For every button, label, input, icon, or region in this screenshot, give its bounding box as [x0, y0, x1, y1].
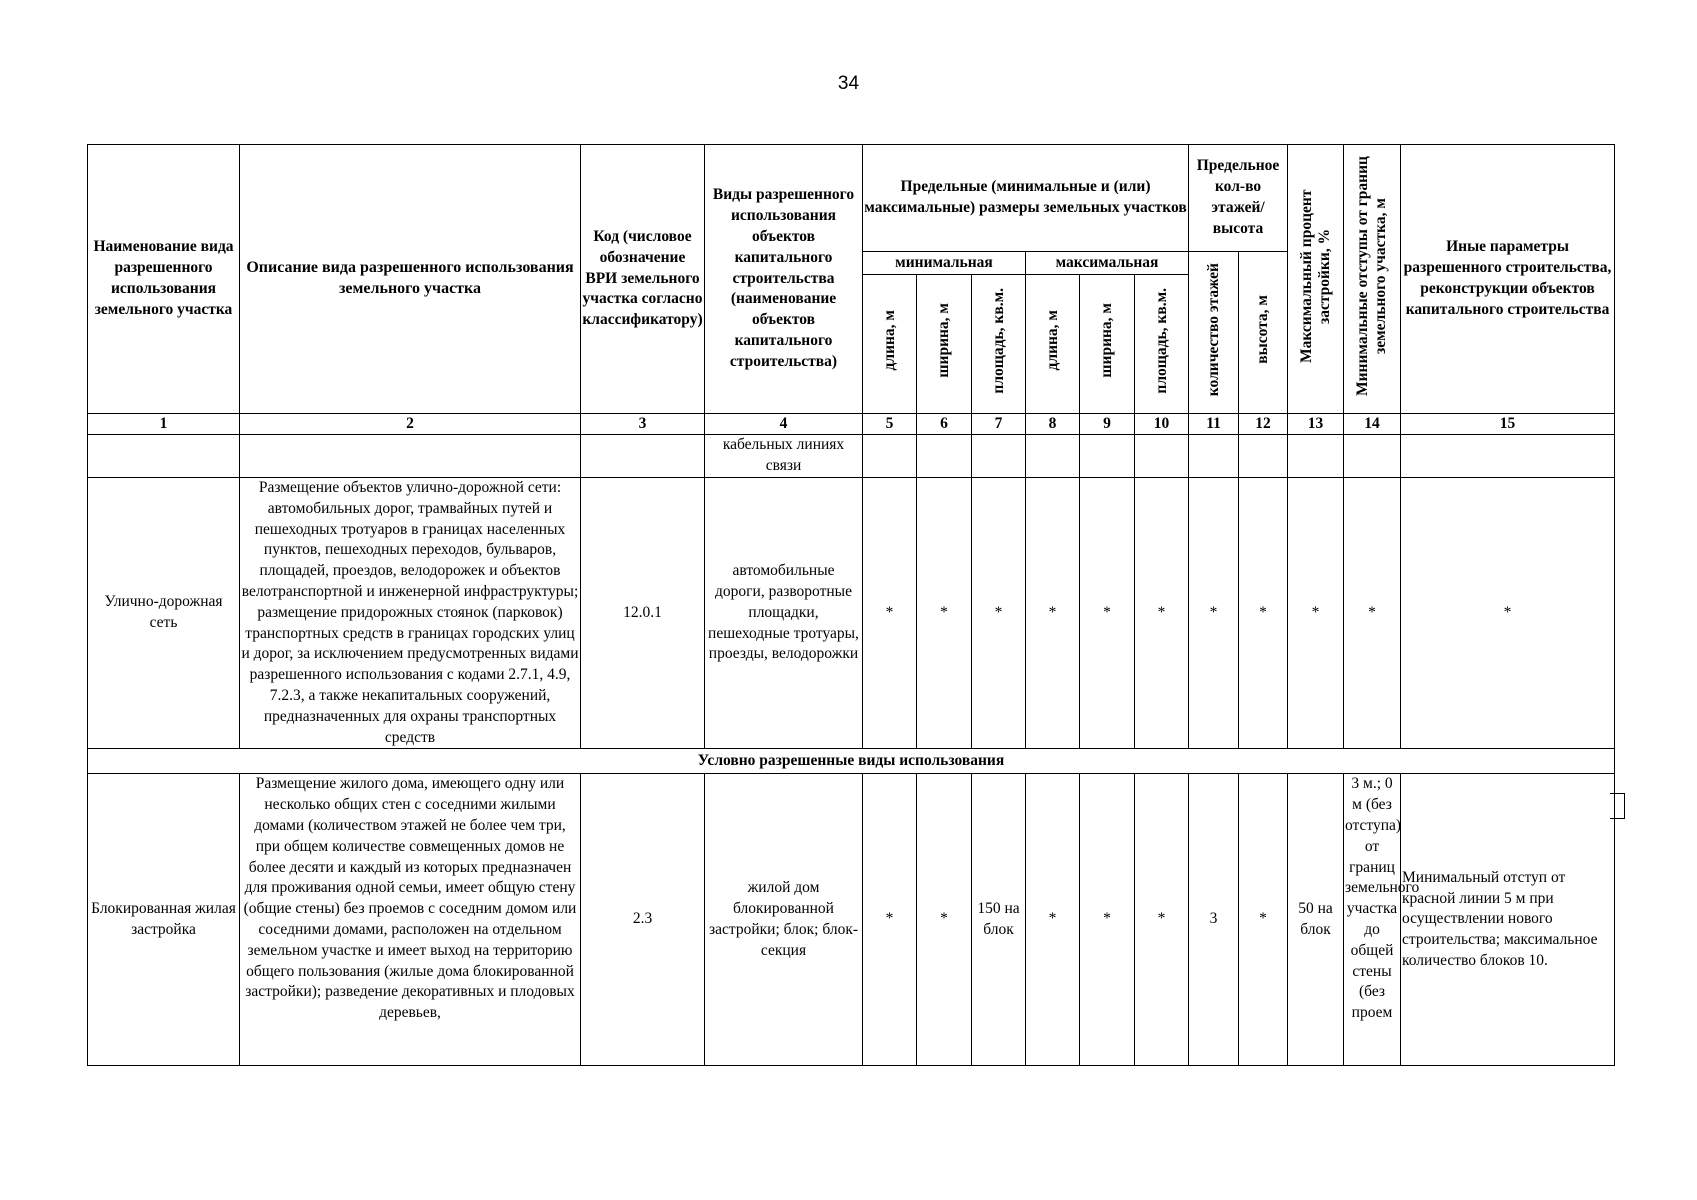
table-cell-oks-types: жилой дом блокированной застройки; блок; блок-секция	[705, 774, 863, 1066]
header-min-width	[917, 275, 972, 414]
table-cell	[1401, 435, 1615, 478]
col-number: 5	[863, 414, 917, 435]
col-number: 2	[240, 414, 581, 435]
table-cell: *	[1026, 774, 1080, 1066]
header-col-min-setbacks	[1344, 145, 1401, 414]
header-col11-label: количество этажей	[1204, 262, 1222, 396]
header-col6-label: ширина, м	[935, 303, 952, 378]
land-use-regulations-table	[87, 144, 1615, 1066]
table-cell: *	[863, 774, 917, 1066]
header-max-width	[1080, 275, 1135, 414]
header-group-max: максимальная	[1026, 252, 1189, 275]
col-number: 13	[1288, 414, 1344, 435]
col-number: 8	[1026, 414, 1080, 435]
table-cell	[240, 435, 581, 478]
col-number: 7	[972, 414, 1026, 435]
header-col13-label: Максимальный процент застройки, %	[1297, 188, 1333, 363]
header-col5-label: длина, м	[880, 310, 898, 371]
table-cell: *	[863, 478, 917, 749]
col-number: 4	[705, 414, 863, 435]
header-group-plot-sizes: Предельные (минимальные и (или) максимальные) размеры земельных участков	[863, 145, 1189, 252]
header-max-area	[1135, 275, 1189, 414]
table-cell-setbacks: 3 м.; 0 м (без отступа) от границ земельного участка до общей стены (без проем	[1344, 774, 1401, 1066]
table-cell-oks-types: кабельных линиях связи	[705, 435, 863, 478]
header-col-code: Код (числовое обозначение ВРИ земельного участка согласно классификатору)	[581, 145, 705, 414]
header-col9-label: ширина, м	[1098, 303, 1115, 378]
table-cell	[863, 435, 917, 478]
table-cell: *	[1189, 478, 1239, 749]
header-col-max-build-percent	[1288, 145, 1344, 414]
col-number: 6	[917, 414, 972, 435]
header-col-description: Описание вида разрешенного использования земельного участка	[240, 145, 581, 414]
table-cell: *	[1135, 774, 1189, 1066]
col-number: 11	[1189, 414, 1239, 435]
col-number: 3	[581, 414, 705, 435]
header-col-floors-count	[1189, 252, 1239, 414]
page-number: 34	[837, 73, 860, 94]
header-col7-label: площадь, кв.м.	[989, 287, 1007, 394]
section-row	[88, 749, 1615, 774]
col-number: 9	[1080, 414, 1135, 435]
col-number: 15	[1401, 414, 1615, 435]
table-cell	[88, 435, 240, 478]
table-cell	[1026, 435, 1080, 478]
section-title: Условно разрешенные виды использования	[88, 749, 1615, 774]
table-cell-name: Блокированная жилая застройка	[88, 774, 240, 1066]
column-number-row	[88, 414, 1615, 435]
section-row-overhang	[1610, 793, 1625, 819]
table-cell: *	[1344, 478, 1401, 749]
table-cell: *	[1239, 774, 1288, 1066]
header-max-length	[1026, 275, 1080, 414]
table-cell	[1189, 435, 1239, 478]
table-cell	[581, 435, 705, 478]
table-cell: *	[1401, 478, 1615, 749]
table-cell: *	[917, 774, 972, 1066]
table-cell-code: 12.0.1	[581, 478, 705, 749]
table-cell: *	[1080, 478, 1135, 749]
table-cell	[1135, 435, 1189, 478]
table-cell-description: Размещение жилого дома, имеющего одну или несколько общих стен с соседними жилыми домами (количеством этажей не более чем три, при общем количестве совмещенных домов не более десяти и каждый из которых предназначен для проживания одной семьи, имеет общую стену (общие стены) без проемов с соседним домом или соседними домами, расположен на отдельном земельном участке и имеет выход на территорию общего пользования (жилые дома блокированной застройки); разведение декоративных и плодовых деревьев,	[240, 774, 581, 1066]
table-row-street-network	[88, 478, 1615, 749]
header-col-oks-types: Виды разрешенного использования объектов капитального строительства (наименование объектов капитального строительства)	[705, 145, 863, 414]
header-row-1	[88, 145, 1615, 252]
table-cell: 3	[1189, 774, 1239, 1066]
header-group-min: минимальная	[863, 252, 1026, 275]
col-number: 14	[1344, 414, 1401, 435]
table-cell: *	[1239, 478, 1288, 749]
header-col8-label: длина, м	[1043, 310, 1061, 371]
table-cell: *	[917, 478, 972, 749]
table-cell: 50 на блок	[1288, 774, 1344, 1066]
table-cell-description: Размещение объектов улично-дорожной сети: автомобильных дорог, трамвайных путей и пешеходных тротуаров в границах населенных пунктов, пешеходных переходов, бульваров, площадей, проездов, велодорожек и объектов велотранспортной и инженерной инфраструктуры; размещение придорожных стоянок (парковок) транспортных средств в границах городских улиц и дорог, за исключением предусмотренных видами разрешенного использования с кодами 2.7.1, 4.9, 7.2.3, а также некапитальных сооружений, предназначенных для охраны транспортных средств	[240, 478, 581, 749]
table-cell-oks-types: автомобильные дороги, разворотные площадки, пешеходные тротуары, проезды, велодорожки	[705, 478, 863, 749]
table-cell	[972, 435, 1026, 478]
header-col14-label: Минимальные отступы от границ земельного участка, м	[1354, 155, 1390, 396]
table-cell: *	[1288, 478, 1344, 749]
table-cell: *	[972, 478, 1026, 749]
header-group-floors: Предельное кол-во этажей/ высота	[1189, 145, 1288, 252]
table-cell	[1080, 435, 1135, 478]
table-cell	[1288, 435, 1344, 478]
header-col-other-params: Иные параметры разрешенного строительства, реконструкции объектов капитального строительства	[1401, 145, 1615, 414]
table-cell: *	[1080, 774, 1135, 1066]
table-cell-name: Улично-дорожная сеть	[88, 478, 240, 749]
table-cell-other-params: Минимальный отступ от красной линии 5 м при осуществлении нового строительства; максимальное количество блоков 10.	[1401, 774, 1615, 1066]
header-col12-label: высота, м	[1254, 294, 1272, 364]
table-row-carryover	[88, 435, 1615, 478]
header-col10-label: площадь, кв.м.	[1152, 287, 1170, 394]
table-cell	[1239, 435, 1288, 478]
table-cell: *	[1135, 478, 1189, 749]
col-number: 10	[1135, 414, 1189, 435]
header-col-height	[1239, 252, 1288, 414]
table-row-blocked-housing	[88, 774, 1615, 1066]
table-cell-code: 2.3	[581, 774, 705, 1066]
col-number: 12	[1239, 414, 1288, 435]
header-min-length	[863, 275, 917, 414]
table-cell: 150 на блок	[972, 774, 1026, 1066]
header-min-area	[972, 275, 1026, 414]
col-number: 1	[88, 414, 240, 435]
table-cell	[917, 435, 972, 478]
table-cell	[1344, 435, 1401, 478]
header-col-name: Наименование вида разрешенного использования земельного участка	[88, 145, 240, 414]
table-cell: *	[1026, 478, 1080, 749]
